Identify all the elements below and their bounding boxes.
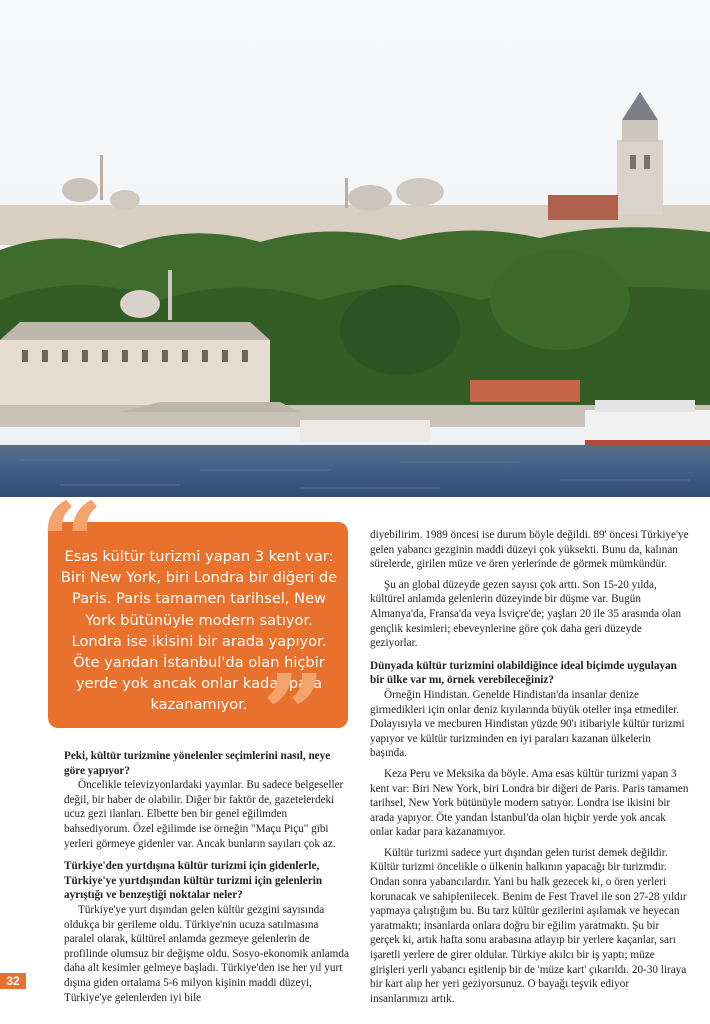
body-paragraph: Keza Peru ve Meksika da böyle. Ama esas kültür turizmi yapan 3 kent var: Biri New York, biri Londra bir diğeri de Paris. Paris tamamen tarihsel, New York bütünüyle modern satıyor. Londra ise ikisini bir arada yapıyor. Öte yandan İstanbul'da olan hiçbir yerde yok ancak onlar kadar para kazanamıyor. bbox=[370, 767, 689, 839]
answer-paragraph: Öncelikle televizyonlardaki yayınlar. Bu sadece belgeseller değil, bir haber de olabilir. Diğer bir faktör de, gazetelerdeki ucuz gezi ilanları. Elbette ben bir genel eğilimden bahsediyorum. Özel eğilimde ise örneğin "Maçu Piçu" gibi yerleri görmeye gidenler var. Ancak bunların sayıları çok az. bbox=[64, 779, 344, 850]
open-quote-mark-icon: “ bbox=[40, 478, 104, 607]
close-quote-mark-icon: ” bbox=[262, 650, 326, 779]
question-heading: Dünyada kültür turizmini olabildiğince ideal biçimde uygulayan bir ülke var mı, örnek verebileceğiniz? bbox=[370, 659, 677, 687]
body-paragraph: diyebilirim. 1989 öncesi ise durum böyle değildi. 89' öncesi Türkiye'ye gelen yabancı gezginin maddi düzeyi çok yüksekti. Bunu da, kalınan sürelerde, girilen müze ve ören yerlerinde de görmek mümkündür. bbox=[370, 529, 689, 571]
question-heading: Peki, kültür turizmine yönelenler seçimlerini nasıl, neye göre yapıyor? bbox=[64, 750, 331, 777]
pull-quote-text: Esas kültür turizmi yapan 3 kent var: Biri New York, biri Londra bir diğeri de Paris. Paris tamamen tarihsel, New York bütünüyle modern satıyor. Londra ise ikisini bir arada yapıyor. Öte yandan İstanbul'da olan hiçbir yerde yok ancak onlar kadar para kazanamıyor. bbox=[60, 548, 338, 714]
istanbul-skyline-photo bbox=[0, 0, 710, 497]
page-number: 32 bbox=[0, 973, 26, 989]
answer-paragraph: Örneğin Hindistan. Genelde Hindistan'da insanlar denize girmedikleri için onlar deniz kıyılarında büyük oteller inşa etmediler. Dolayısıyla ve mecburen Hindistan yüzde 90'ı itibariyle kültür turizmi yapıyor ve kültür turizminden en iyi paraları kazanan ülkelerin başında. bbox=[370, 688, 685, 760]
right-column bbox=[370, 528, 690, 1012]
answer-paragraph: Türkiye'ye yurt dışından gelen kültür gezgini sayısında oldukça bir gerileme oldu. Türkiye'nin ucuza satılmasına paralel olarak, kültürel anlamda gezmeye gelenlerin de profilinde olumsuz bir değişme oldu. Sosyo-ekonomik anlamda daha alt kesimler gelmeye başladı. Türkiye'den ise her yıl yurt dışına giden ortalama 5-6 milyon kişinin maddi düzeyi, Türkiye'ye gelenlerden iyi bile bbox=[64, 903, 349, 1004]
body-paragraph: Kültür turizmi sadece yurt dışından gelen turist demek değildir. Kültür turizmi öncelikle o ülkenin halkının yapacağı bir turizmdir. Ondan sonra yabancılardır. Yani bu halk gezecek ki, o ören yerleri korunacak ve sahiplenilecek. Benim de Fest Travel ile son 27-28 yıldır yapmaya çalıştığım bu. Bu tarz kültür gezilerini aşılamak ve heyecan yaratmaktı; insanlarda onlara doğru bir eğilim yaratmaktı. Şu bir gerçek ki, artık hafta sonu arabasına atlayıp bir yerlere kaçanlar, sarı işaretli yerlere de girer oldular. Türkiye akılcı bir iş yaptı; müze girişleri yerli yabancı eşitlenip bir de 'müze kart' çıkarıldı. 20-30 liraya bir kart alıp her yeri geziyorsunuz. O bayağı teşvik ediyor insanlarımızı artık. bbox=[370, 846, 687, 1005]
body-paragraph: Şu an global düzeyde gezen sayısı çok arttı. Son 15-20 yılda, kültürel anlamda gelenlerin düzeyinde bir düşme var. Bugün Almanya'da, Fransa'da veya İsviçre'de; yaşları 20 ile 35 arasında olan gençlik kesimleri; ebeveynlerine göre çok daha geri düzeyde geziyorlar. bbox=[370, 578, 682, 650]
question-heading: Türkiye'den yurtdışına kültür turizmi için gidenlerle, Türkiye'ye yurtdışından kültür turizmi için gelenlerin ayrıştığı ve benzeştiği noktalar neler? bbox=[64, 860, 323, 902]
left-column bbox=[64, 749, 350, 1011]
